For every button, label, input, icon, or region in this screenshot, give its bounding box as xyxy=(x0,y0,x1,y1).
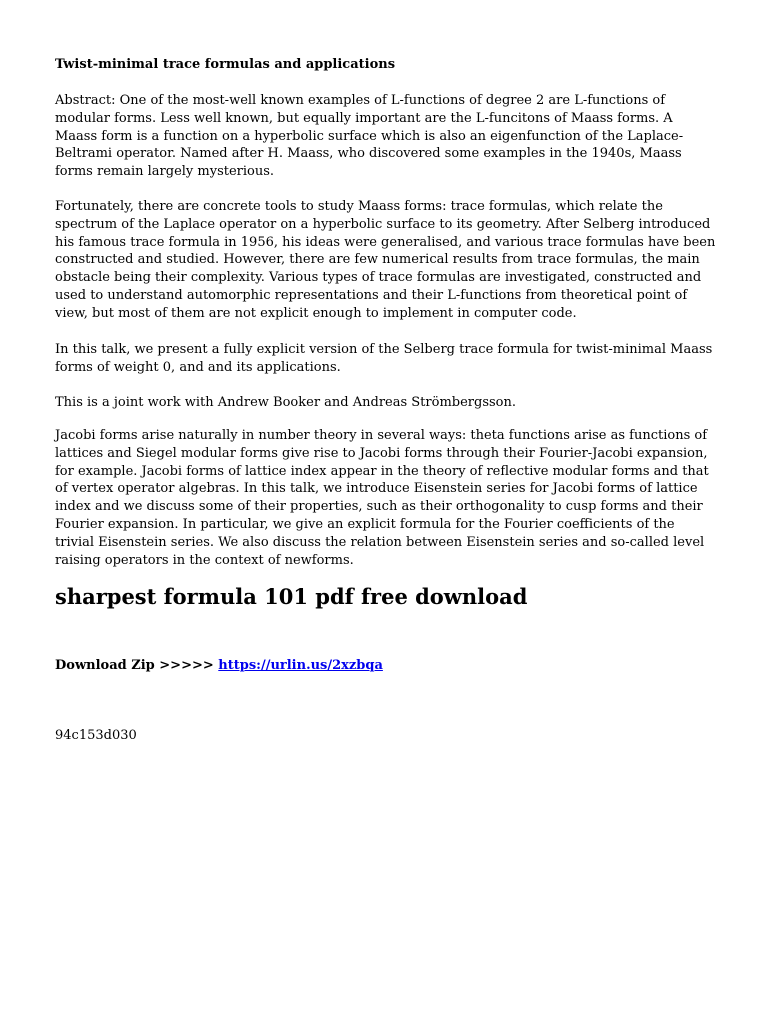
hash-code: 94c153d030 xyxy=(55,728,137,743)
talk-paragraph: In this talk, we present a fully explicit version of the Selberg trace formula for twist-minimal Maass forms of weight 0, and and its applications. xyxy=(55,342,713,375)
download-link[interactable]: https://urlin.us/2xzbqa xyxy=(218,658,383,673)
download-heading: sharpest formula 101 pdf free download xyxy=(55,584,528,609)
joint-work-paragraph: This is a joint work with Andrew Booker and Andreas Strömbergsson. xyxy=(55,395,517,410)
trace-formulas-paragraph: Fortunately, there are concrete tools to study Maass forms: trace formulas, which relate the spectrum of the Laplace operator on a hyperbolic surface to its geometry. After Selberg introduced his famous trace formula in 1956, his ideas were generalised, and various trace formulas have been constructed and studied. However, there are few numerical results from trace formulas, the main obstacle being their complexity. Various types of trace formulas are investigated, constructed and used to understand automorphic representations and their L-functions from theoretical point of view, but most of them are not explicit enough to implement in computer code. xyxy=(55,199,716,321)
abstract-paragraph: Abstract: One of the most-well known examples of L-functions of degree 2 are L-functions of modular forms. Less well known, but equally important are the L-funcitons of Maass forms. A Maass form is a function on a hyperbolic surface which is also an eigenfunction of the Laplace-Beltrami operator. Named after H. Maass, who discovered some examples in the 1940s, Maass forms remain largely mysterious. xyxy=(55,93,684,180)
download-label: Download Zip >>>>> xyxy=(55,658,219,673)
document-title: Twist-minimal trace formulas and applications xyxy=(55,57,396,72)
jacobi-forms-paragraph: Jacobi forms arise naturally in number theory in several ways: theta functions arise as functions of lattices and Siegel modular forms give rise to Jacobi forms through their Fourier-Jacobi expansion, for example. Jacobi forms of lattice index appear in the theory of reflective modular forms and that of vertex operator algebras. In this talk, we introduce Eisenstein series for Jacobi forms of lattice index and we discuss some of their properties, such as their orthogonality to cusp forms and their Fourier expansion. In particular, we give an explicit formula for the Fourier coefficients of the trivial Eisenstein series. We also discuss the relation between Eisenstein series and so-called level raising operators in the context of newforms. xyxy=(55,428,709,568)
download-line xyxy=(55,657,383,674)
